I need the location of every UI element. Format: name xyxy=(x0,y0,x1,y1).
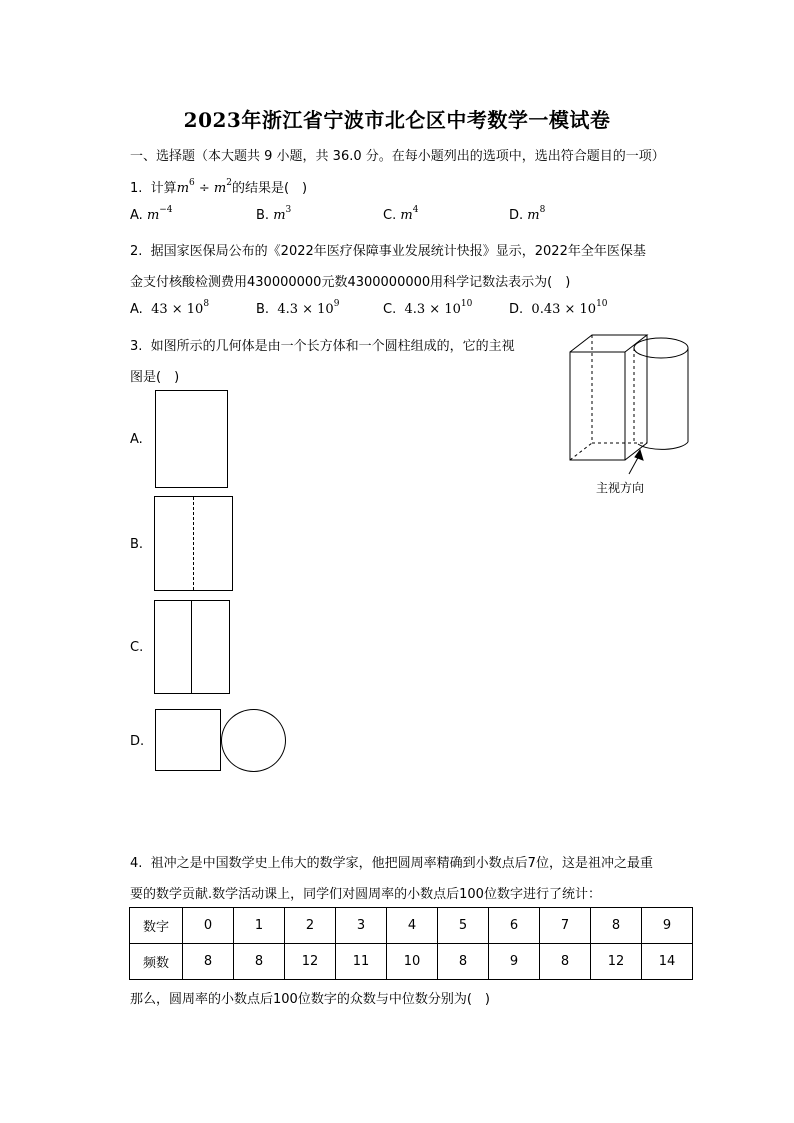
option-d-circle[interactable] xyxy=(221,709,286,772)
math-exp: 6 xyxy=(189,178,195,188)
option-label: C. xyxy=(383,208,397,223)
dashed-divider xyxy=(193,497,194,590)
math-var: m xyxy=(176,181,190,196)
option-mantissa: 0.43 × 10 xyxy=(531,302,597,317)
section-heading: 一、选择题（本大题共 9 小题，共 36.0 分。在每小题列出的选项中，选出符合题目的一项） xyxy=(130,149,665,164)
table-row xyxy=(130,908,693,944)
question-number: 3. xyxy=(130,339,143,354)
table-cell: 12 xyxy=(591,944,642,980)
table-cell: 8 xyxy=(591,908,642,944)
solid-divider xyxy=(191,601,192,693)
cylinder-bottom xyxy=(638,442,688,449)
table-cell: 14 xyxy=(642,944,693,980)
page-title: 2023年浙江省宁波市北仑区中考数学一模试卷 xyxy=(183,108,611,132)
option-c-rectangle[interactable] xyxy=(154,600,230,694)
table-cell: 11 xyxy=(336,944,387,980)
option-exp: 10 xyxy=(596,299,608,309)
option-exp: 3 xyxy=(285,205,292,215)
question-text: 据国家医保局公布的《2022年医疗保障事业发展统计快报》显示，2022年全年医保基 xyxy=(150,244,646,259)
math-op: ÷ xyxy=(194,181,214,196)
question-text: 祖冲之是中国数学史上伟大的数学家，他把圆周率精确到小数点后7位，这是祖冲之最重 xyxy=(150,856,653,871)
table-cell: 9 xyxy=(489,944,540,980)
math-exp: 2 xyxy=(226,178,232,188)
q3-option-c-label[interactable]: C. xyxy=(130,640,144,655)
figure-label: 主视方向 xyxy=(596,481,645,495)
q3-option-d-label[interactable]: D. xyxy=(130,734,145,749)
q2-option-d[interactable] xyxy=(509,299,608,317)
option-label: C. xyxy=(383,302,397,317)
q1-option-b[interactable] xyxy=(256,205,292,223)
table-cell: 0 xyxy=(183,908,234,944)
frequency-table xyxy=(129,907,693,980)
q3-option-a-label[interactable]: A. xyxy=(130,432,143,447)
q2-option-b[interactable] xyxy=(256,299,340,317)
table-header-cell: 频数 xyxy=(130,944,183,980)
q1-option-d[interactable] xyxy=(509,205,546,223)
question-3-line2: 图是( ) xyxy=(130,370,180,385)
option-label: B. xyxy=(256,208,270,223)
cuboid-side-edge xyxy=(625,335,647,460)
question-4-line2: 要的数学贡献.数学活动课上，同学们对圆周率的小数点后100位数字进行了统计： xyxy=(130,887,601,902)
question-number: 4. xyxy=(130,856,143,871)
question-number: 2. xyxy=(130,244,143,259)
table-cell: 5 xyxy=(438,908,489,944)
table-cell: 3 xyxy=(336,908,387,944)
cuboid-top-face xyxy=(570,335,647,352)
question-2-line2: 金支付核酸检测费用430000000元数4300000000用科学记数法表示为( ) xyxy=(130,275,571,290)
table-cell: 8 xyxy=(540,944,591,980)
option-label: B. xyxy=(256,302,270,317)
question-text: 计算 xyxy=(150,181,177,196)
table-cell: 12 xyxy=(285,944,336,980)
question-number: 1. xyxy=(130,181,143,196)
table-cell: 8 xyxy=(183,944,234,980)
cuboid-front-face xyxy=(570,352,625,460)
table-cell: 6 xyxy=(489,908,540,944)
option-d-square[interactable] xyxy=(155,709,221,771)
q1-option-a[interactable] xyxy=(130,205,173,223)
table-cell: 7 xyxy=(540,908,591,944)
cylinder-top xyxy=(634,338,688,358)
table-cell: 1 xyxy=(234,908,285,944)
option-label: D. xyxy=(509,302,524,317)
option-label: A. xyxy=(130,208,143,223)
table-header-cell: 数字 xyxy=(130,908,183,944)
q2-option-c[interactable] xyxy=(383,299,473,317)
q2-option-a[interactable] xyxy=(130,299,210,317)
question-text: 如图所示的几何体是由一个长方体和一个圆柱组成的，它的主视 xyxy=(150,339,515,354)
hidden-edge xyxy=(570,443,592,460)
option-exp: 8 xyxy=(539,205,546,215)
option-base: m xyxy=(400,208,413,223)
table-cell: 9 xyxy=(642,908,693,944)
option-label: A. xyxy=(130,302,143,317)
solid-figure xyxy=(565,330,700,500)
question-4 xyxy=(130,852,653,871)
option-mantissa: 4.3 × 10 xyxy=(404,302,461,317)
table-cell: 8 xyxy=(234,944,285,980)
option-exp: 8 xyxy=(203,299,210,309)
math-var: m xyxy=(213,181,227,196)
question-2 xyxy=(130,240,646,259)
option-exp: 4 xyxy=(412,205,419,215)
option-base: m xyxy=(527,208,540,223)
option-a-rectangle[interactable] xyxy=(155,390,228,488)
option-exp: 10 xyxy=(460,299,473,309)
option-exp: −4 xyxy=(159,205,173,215)
table-cell: 2 xyxy=(285,908,336,944)
table-row xyxy=(130,944,693,980)
q3-option-b-label[interactable]: B. xyxy=(130,537,144,552)
option-mantissa: 43 × 10 xyxy=(151,302,204,317)
q1-option-c[interactable] xyxy=(383,205,419,223)
option-mantissa: 4.3 × 10 xyxy=(277,302,334,317)
option-b-rectangle[interactable] xyxy=(154,496,233,591)
question-1 xyxy=(130,177,307,196)
option-base: m xyxy=(146,208,160,223)
option-exp: 9 xyxy=(333,299,340,309)
option-base: m xyxy=(273,208,286,223)
table-cell: 10 xyxy=(387,944,438,980)
table-cell: 8 xyxy=(438,944,489,980)
question-3 xyxy=(130,335,515,354)
question-text: 的结果是( ) xyxy=(231,181,308,196)
question-4-line3: 那么，圆周率的小数点后100位数字的众数与中位数分别为( ) xyxy=(130,992,490,1007)
option-label: D. xyxy=(509,208,524,223)
table-cell: 4 xyxy=(387,908,438,944)
